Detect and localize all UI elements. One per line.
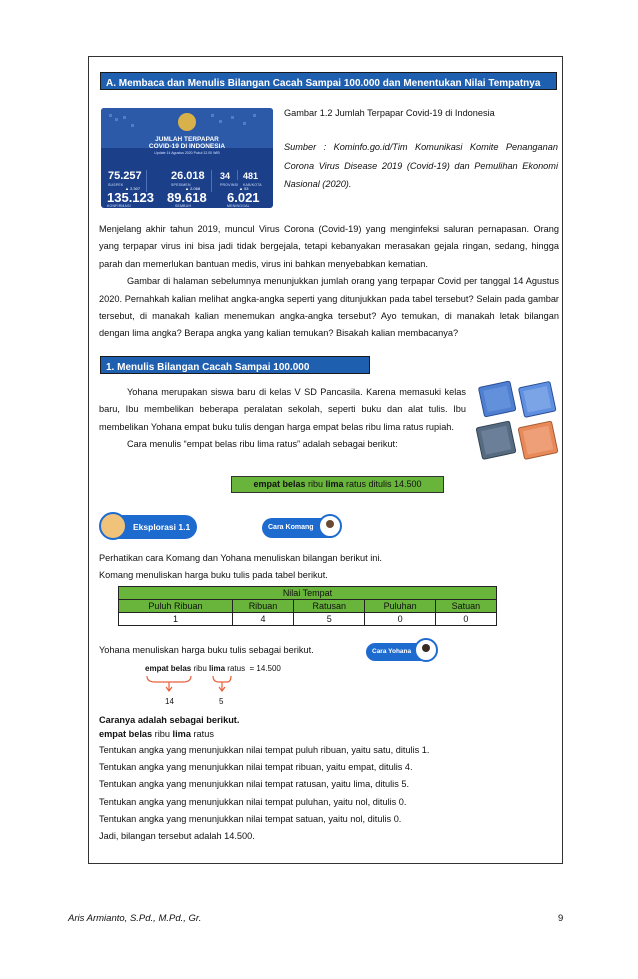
stat-provinsi: 34 [220,171,231,181]
sub-ratus: ratus [190,729,214,739]
intro-paragraph-1: Menjelang akhir tahun 2019, muncul Virus Corona (Covid-19) yang menginfeksi saluran pernapasan. Orang yang terpapar virus ini bisa jadi tidak bergejala, tetapi kebanyakan merasakan gejala ringan, sedang, hingga parah dan memerlukan bantuan medis, virus ini bahkan menyebabkan kematian. [99,224,559,269]
expr-empat-belas: empat belas [145,664,192,673]
section-a-title: A. Membaca dan Menulis Bilangan Cacah Sampai 100.000 dan Menentukan Nilai Tempatnya [106,78,541,89]
infographic-subtitle: Update 14 Agustus 2020 Pukul 12.00 WIB [154,151,220,155]
stat-suspek-label: SUSPEK [108,183,124,187]
box-word-ribu: ribu [305,479,326,489]
explorer-avatar-icon [99,512,127,540]
cara-yohana-label: Cara Yohana [372,648,412,655]
value-ribuan: 4 [232,613,293,626]
stat-sembuh: 89.618 [167,190,207,205]
yohana-expression [145,664,281,674]
arrow-value-5: 5 [219,697,224,706]
story-paragraph-1: Yohana merupakan siswa baru di kelas V SD Pancasila. Karena memasuki kelas baru, Ibu membelikan beberapa peralatan sekolah, seperti buku dan alat tulis. Ibu membelikan Yohana empat buku tulis dengan harga empat belas ribu lima ratus rupiah. [99,387,466,432]
section-a-heading [100,72,557,90]
konfirmasi-delta: ▲ 2.307 [125,186,141,191]
value-puluhan: 0 [365,613,435,626]
step-2: Tentukan angka yang menunjukkan nilai tempat ribuan, yaitu empat, ditulis 4. [99,762,413,773]
expr-ribu: ribu [191,664,210,673]
box-word-rest: ratus ditulis 14.500 [343,479,422,489]
step-3: Tentukan angka yang menunjukkan nilai tempat ratusan, yaitu lima, ditulis 5. [99,779,410,790]
eksplorasi-label: Eksplorasi 1.1 [133,522,191,532]
figure-caption: Gambar 1.2 Jumlah Terpapar Covid-19 di Indonesia [284,108,495,118]
stat-kabupaten: 481 [243,171,259,181]
intro-paragraph-2: Gambar di halaman sebelumnya menunjukkan jumlah orang yang terpapar Covid per tanggal 14 Agustus 2020. Pernahkah kalian melihat angka-angka seperti yang ditunjukkan pada tabel tersebut? Selain pada gambar tersebut, di manakah kalian menemukan angka-angka tersebut? Ayo temukan, di manakah letak bilangan dengan lima angka? Berapa angka yang kalian temukan? Bisakah kalian membacanya? [99,276,559,339]
footer-author: Aris Armianto, S.Pd., M.Pd., Gr. [68,913,202,924]
steps-subheading [99,727,559,742]
stat-meninggal: 6.021 [227,190,260,205]
sembuh-delta: ▲ 2.068 [185,186,201,191]
table-title: Nilai Tempat [119,587,497,600]
meninggal-delta-value: 53 [244,186,249,191]
written-number-box [231,476,444,493]
komang-text [99,550,559,584]
header-puluhan: Puluhan [365,600,435,613]
meninggal-delta: ▲ 53 [239,186,249,191]
arrow-value-14: 14 [165,697,174,706]
stat-suspek: 75.257 [108,170,142,182]
komang-avatar-icon [318,514,342,538]
stat-spesimen-label: SPESIMEN [171,183,191,187]
stat-spesimen: 26.018 [171,170,205,182]
header-puluh-ribuan: Puluh Ribuan [119,600,233,613]
table-header-row [119,600,497,613]
steps-block [99,713,559,845]
value-satuan: 0 [435,613,496,626]
stat-konfirmasi: 135.123 [107,190,154,205]
stat-provinsi-label: PROVINSI [220,183,239,187]
cara-yohana-chip [366,643,436,661]
header-ribuan: Ribuan [232,600,293,613]
table-value-row [119,613,497,626]
sembuh-delta-value: 2.068 [190,186,201,191]
stat-meninggal-label: MENINGGAL [227,204,250,208]
sub-empat-belas: empat belas [99,729,153,739]
section-1-title: 1. Menulis Bilangan Cacah Sampai 100.000 [106,362,310,373]
sub-ribu: ribu [152,729,173,739]
place-value-table [118,586,497,626]
figure-source: Sumber : Kominfo.go.id/Tim Komunikasi Komite Penanganan Corona Virus Disease 2019 (Covid-19) dan Pemulihan Ekonomi Nasional (2020). [284,142,558,189]
infographic-title-line2: COVID-19 DI INDONESIA [148,143,226,150]
komang-line-2: Komang menuliskan harga buku tulis pada tabel berikut. [99,570,328,581]
box-word-empat-belas: empat belas [253,479,306,489]
stat-sembuh-label: SEMBUH [175,204,192,208]
story-text [99,384,466,454]
value-ratusan: 5 [294,613,365,626]
expr-rest: ratus = 14.500 [225,664,281,673]
step-4: Tentukan angka yang menunjukkan nilai tempat puluhan, yaitu nol, ditulis 0. [99,796,407,807]
story-paragraph-2: Cara menulis “empat belas ribu lima ratus” adalah sebagai berikut: [127,439,398,450]
section-1-heading [100,356,370,374]
expr-lima: lima [209,664,226,673]
header-ratusan: Ratusan [294,600,365,613]
notebooks-illustration [475,378,563,464]
intro-text [99,221,559,343]
yohana-line: Yohana menuliskan harga buku tulis sebagai berikut. [99,645,314,655]
sub-lima: lima [172,729,191,739]
yohana-avatar-icon [414,638,438,662]
box-word-lima: lima [325,479,344,489]
step-5: Tentukan angka yang menunjukkan nilai tempat satuan, yaitu nol, ditulis 0. [99,813,402,824]
cara-komang-label: Cara Komang [268,524,314,531]
stat-konfirmasi-label: KONFIRMASI [107,204,131,208]
eksplorasi-chip [101,515,197,539]
stat-kabupaten-label: KAB/KOTA [243,183,262,187]
covid-infographic [101,108,273,208]
step-1: Tentukan angka yang menunjukkan nilai tempat puluh ribuan, yaitu satu, ditulis 1. [99,745,430,755]
konfirmasi-delta-value: 2.307 [130,186,141,191]
cara-komang-chip [262,518,340,538]
yohana-arrows [145,674,265,694]
steps-heading: Caranya adalah sebagai berikut. [99,715,240,725]
komang-line-1: Perhatikan cara Komang dan Yohana menuliskan bilangan berikut ini. [99,553,382,563]
header-satuan: Satuan [435,600,496,613]
value-puluh-ribuan: 1 [119,613,233,626]
infographic-title [101,136,273,157]
page-number: 9 [558,913,564,924]
infographic-title-line1: JUMLAH TERPAPAR [155,136,219,143]
table-title-row [119,587,497,600]
step-6-conclusion: Jadi, bilangan tersebut adalah 14.500. [99,831,255,842]
